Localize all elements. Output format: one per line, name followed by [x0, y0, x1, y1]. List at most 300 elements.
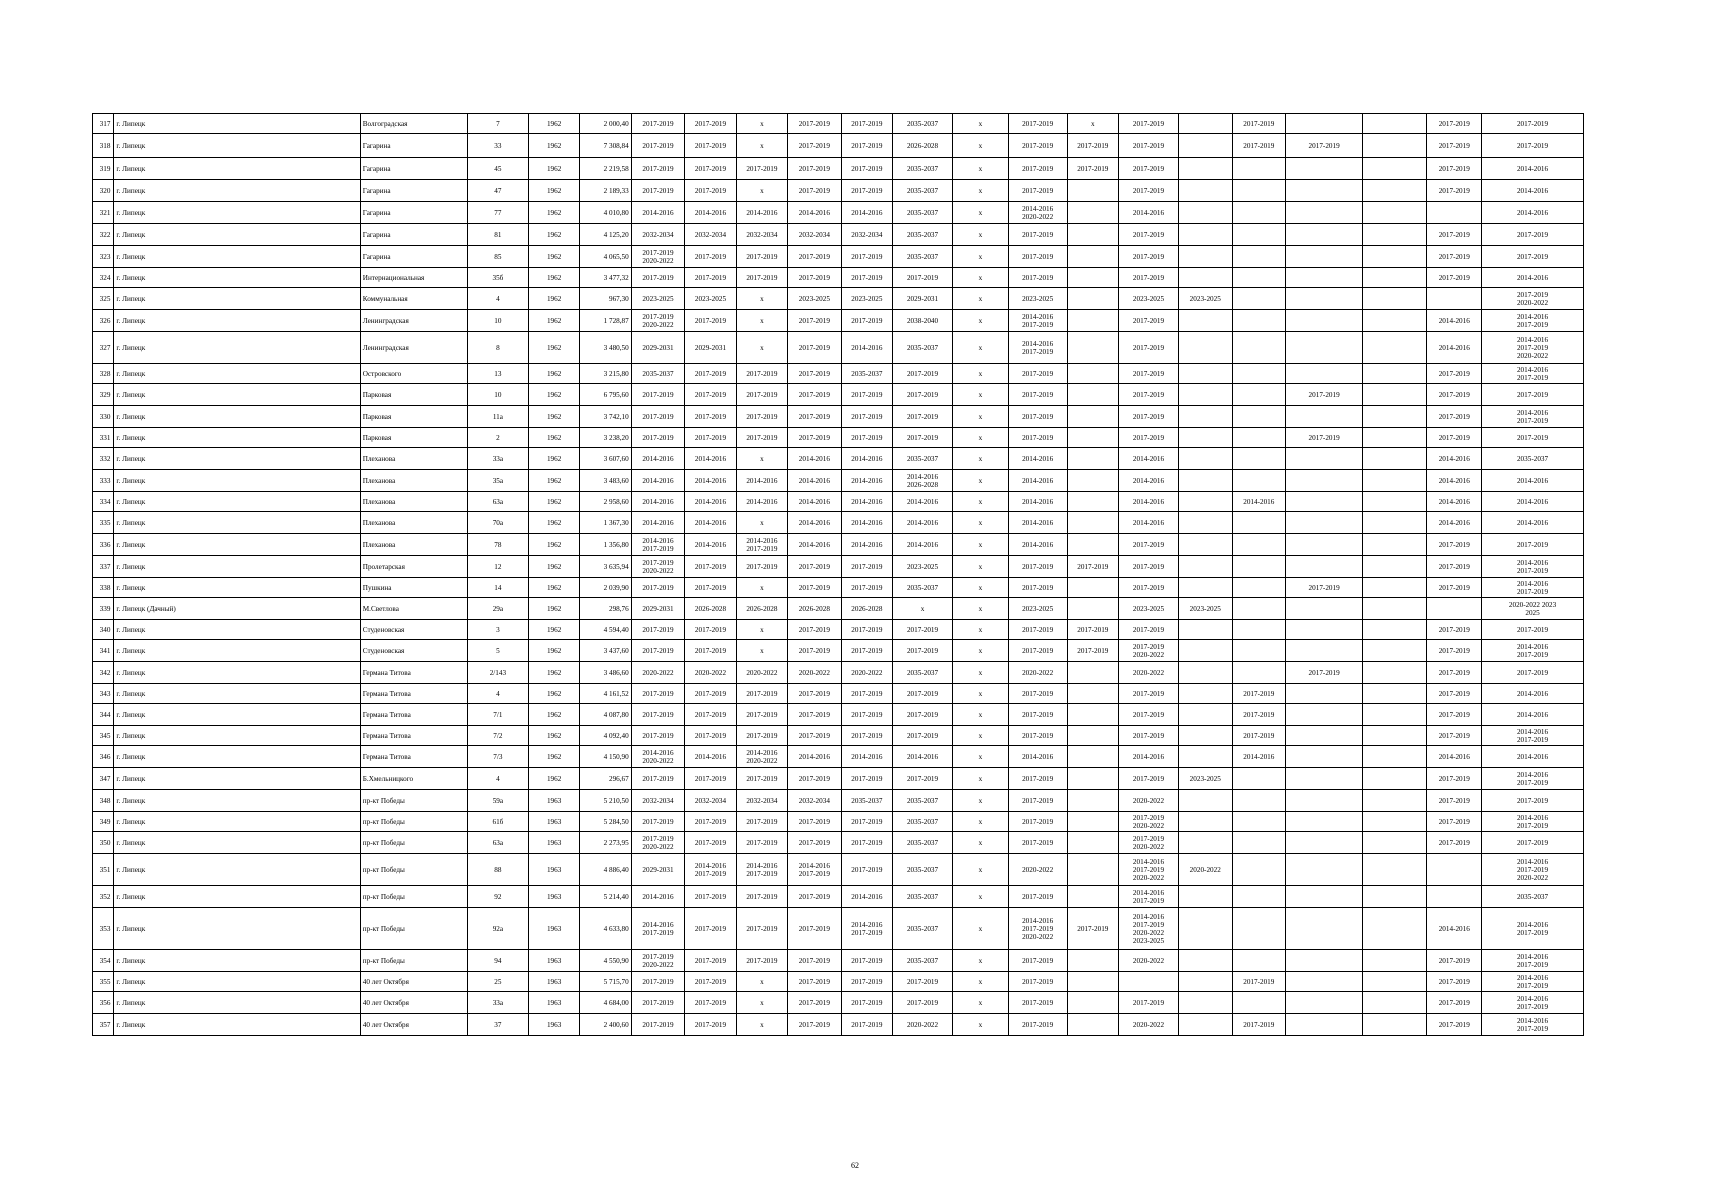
table-cell: 2014-2016 2017-2019: [1482, 406, 1584, 428]
table-cell: 1963: [528, 854, 579, 886]
table-cell: 4: [467, 684, 528, 704]
table-cell: 2017-2019: [1067, 134, 1118, 158]
table-cell: [1067, 310, 1118, 332]
table-cell: [1286, 202, 1363, 224]
table-cell: [1178, 180, 1232, 202]
table-cell: x: [1067, 114, 1118, 134]
table-cell: [1178, 704, 1232, 726]
table-cell: 2014-2016: [631, 202, 685, 224]
table-cell: 2/143: [467, 662, 528, 684]
table-cell: 7: [467, 114, 528, 134]
table-cell: [1427, 854, 1482, 886]
table-cell: 2017-2019: [841, 180, 892, 202]
table-cell: [1363, 384, 1427, 406]
table-cell: [1363, 406, 1427, 428]
table-cell: 2020-2022: [736, 662, 787, 684]
table-cell: 2017-2019: [1008, 556, 1067, 578]
table-cell: 2035-2037: [893, 224, 953, 246]
table-cell: 2017-2019: [1008, 972, 1067, 992]
table-cell: 2017-2019: [1008, 768, 1067, 790]
table-cell: 1963: [528, 886, 579, 908]
table-cell: [1363, 134, 1427, 158]
table-cell: г. Липецк: [114, 202, 360, 224]
table-cell: x: [953, 886, 1009, 908]
table-cell: 2017-2019: [1119, 114, 1179, 134]
table-cell: 2 273,95: [580, 832, 631, 854]
table-cell: [1286, 180, 1363, 202]
table-cell: x: [953, 492, 1009, 512]
table-cell: 2017-2019: [1427, 364, 1482, 384]
table-cell: [1232, 556, 1286, 578]
table-cell: [1067, 534, 1118, 556]
table-cell: 1962: [528, 620, 579, 640]
table-cell: г. Липецк: [114, 812, 360, 832]
table-cell: [1286, 534, 1363, 556]
table-cell: 2017-2019: [1119, 992, 1179, 1014]
table-cell: [1363, 332, 1427, 364]
table-row: [93, 158, 1584, 180]
table-cell: 337: [93, 556, 114, 578]
table-cell: 2017-2019 2020-2022: [631, 310, 685, 332]
table-cell: x: [893, 598, 953, 620]
table-cell: 2017-2019: [631, 180, 685, 202]
table-cell: 2014-2016 2017-2019: [1482, 768, 1584, 790]
table-cell: 2014-2016: [841, 746, 892, 768]
table-cell: x: [736, 448, 787, 470]
table-cell: 25: [467, 972, 528, 992]
table-cell: 351: [93, 854, 114, 886]
table-cell: [1178, 246, 1232, 268]
table-cell: 2020-2022: [631, 662, 685, 684]
table-cell: 2017-2019: [736, 684, 787, 704]
table-cell: 2014-2016: [685, 448, 736, 470]
table-cell: 2017-2019: [631, 620, 685, 640]
table-cell: [1363, 992, 1427, 1014]
table-cell: 2017-2019: [841, 158, 892, 180]
table-cell: [1286, 448, 1363, 470]
table-cell: г. Липецк: [114, 950, 360, 972]
table-cell: пр-кт Победы: [360, 832, 467, 854]
table-cell: 2017-2019: [1427, 790, 1482, 812]
table-cell: 2014-2016: [788, 448, 842, 470]
table-cell: [1363, 556, 1427, 578]
table-cell: 2017-2019 2020-2022: [631, 246, 685, 268]
table-cell: [1178, 134, 1232, 158]
table-cell: 2014-2016 2020-2022: [736, 746, 787, 768]
table-cell: [1232, 288, 1286, 310]
table-cell: 2017-2019: [685, 114, 736, 134]
table-cell: [1067, 832, 1118, 854]
table-cell: [1363, 224, 1427, 246]
table-cell: 1963: [528, 972, 579, 992]
table-cell: 2017-2019 2020-2022: [1119, 832, 1179, 854]
table-cell: [1232, 180, 1286, 202]
table-cell: 2017-2019: [1119, 180, 1179, 202]
table-cell: 348: [93, 790, 114, 812]
table-cell: 2 400,60: [580, 1014, 631, 1036]
table-cell: 2017-2019: [788, 704, 842, 726]
table-cell: 2014-2016 2020-2022: [631, 746, 685, 768]
table-row: [93, 854, 1584, 886]
table-cell: [1232, 310, 1286, 332]
table-cell: x: [953, 832, 1009, 854]
table-cell: 2017-2019: [1482, 620, 1584, 640]
table-cell: 2017-2019: [893, 268, 953, 288]
table-cell: 2014-2016: [1119, 448, 1179, 470]
table-cell: 2017-2019: [631, 684, 685, 704]
table-cell: [1363, 268, 1427, 288]
table-cell: 2017-2019: [1008, 704, 1067, 726]
table-cell: 2017-2019: [893, 684, 953, 704]
table-cell: [1232, 406, 1286, 428]
table-cell: 2017-2019: [685, 1014, 736, 1036]
table-cell: 2023-2025: [788, 288, 842, 310]
table-cell: 2017-2019: [788, 950, 842, 972]
table-cell: [1178, 364, 1232, 384]
table-cell: 1963: [528, 908, 579, 950]
table-cell: 2017-2019: [788, 992, 842, 1014]
table-cell: Германа Титова: [360, 662, 467, 684]
table-cell: x: [736, 640, 787, 662]
table-cell: 298,76: [580, 598, 631, 620]
table-cell: 2014-2016: [788, 470, 842, 492]
table-cell: 5 715,70: [580, 972, 631, 992]
table-cell: 2017-2019: [788, 556, 842, 578]
table-cell: 2017-2019: [631, 640, 685, 662]
table-cell: Гагарина: [360, 180, 467, 202]
table-cell: 2014-2016 2017-2019: [1482, 992, 1584, 1014]
table-cell: x: [953, 202, 1009, 224]
table-cell: 2017-2019: [841, 1014, 892, 1036]
table-cell: 2017-2019: [841, 950, 892, 972]
table-cell: 350: [93, 832, 114, 854]
table-cell: г. Липецк: [114, 134, 360, 158]
table-cell: 40 лет Октября: [360, 972, 467, 992]
table-cell: пр-кт Победы: [360, 790, 467, 812]
table-cell: 2017-2019: [1482, 114, 1584, 134]
table-cell: 2017-2019: [788, 384, 842, 406]
table-cell: 2017-2019: [685, 950, 736, 972]
table-cell: [1363, 364, 1427, 384]
table-cell: 2017-2019 2020-2022: [631, 556, 685, 578]
table-cell: 2035-2037: [841, 790, 892, 812]
table-cell: 2014-2016: [1427, 332, 1482, 364]
table-cell: г. Липецк: [114, 406, 360, 428]
table-cell: 2017-2019: [1427, 620, 1482, 640]
table-cell: 2017-2019: [736, 886, 787, 908]
table-cell: 2035-2037: [893, 790, 953, 812]
table-cell: 1962: [528, 158, 579, 180]
table-cell: [1363, 428, 1427, 448]
table-cell: 2017-2019: [893, 704, 953, 726]
table-cell: [1232, 620, 1286, 640]
table-cell: 2017-2019: [1008, 406, 1067, 428]
table-cell: 3: [467, 620, 528, 640]
table-cell: 2017-2019: [1232, 134, 1286, 158]
table-cell: [1178, 534, 1232, 556]
table-cell: 2017-2019: [788, 246, 842, 268]
table-row: [93, 332, 1584, 364]
table-cell: Гагарина: [360, 134, 467, 158]
table-cell: 2020-2022: [1119, 662, 1179, 684]
table-cell: x: [953, 134, 1009, 158]
table-cell: 2017-2019: [1232, 726, 1286, 746]
table-cell: 2014-2016 2026-2028: [893, 470, 953, 492]
table-cell: 2014-2016 2017-2019 2020-2022: [1482, 332, 1584, 364]
table-cell: x: [736, 512, 787, 534]
table-cell: 2017-2019: [1427, 406, 1482, 428]
table-cell: 2014-2016: [1008, 512, 1067, 534]
table-cell: 2017-2019: [685, 726, 736, 746]
table-cell: 344: [93, 704, 114, 726]
table-cell: 2032-2034: [736, 790, 787, 812]
table-cell: г. Липецк: [114, 534, 360, 556]
table-cell: 2017-2019: [1427, 428, 1482, 448]
table-cell: [1178, 950, 1232, 972]
table-cell: Волгоградская: [360, 114, 467, 134]
table-cell: 2014-2016: [685, 202, 736, 224]
table-cell: 2014-2016 2017-2019: [1482, 640, 1584, 662]
table-cell: г. Липецк: [114, 886, 360, 908]
table-cell: 2017-2019: [736, 704, 787, 726]
table-cell: 2017-2019: [736, 268, 787, 288]
table-cell: 967,30: [580, 288, 631, 310]
table-cell: Гагарина: [360, 246, 467, 268]
table-cell: 2032-2034: [788, 224, 842, 246]
table-cell: 2017-2019: [1427, 556, 1482, 578]
table-cell: 2014-2016: [1008, 492, 1067, 512]
table-cell: [1067, 704, 1118, 726]
table-cell: 2017-2019: [685, 704, 736, 726]
table-cell: [1067, 886, 1118, 908]
table-cell: [1286, 598, 1363, 620]
table-cell: Б.Хмельницкого: [360, 768, 467, 790]
table-cell: [1427, 598, 1482, 620]
table-cell: 2017-2019: [788, 134, 842, 158]
table-cell: 2017-2019: [1427, 726, 1482, 746]
table-cell: 2017-2019: [893, 992, 953, 1014]
table-cell: 2026-2028: [736, 598, 787, 620]
table-cell: 2029-2031: [685, 332, 736, 364]
table-cell: 2017-2019: [1119, 224, 1179, 246]
table-cell: [1363, 578, 1427, 598]
table-cell: [1067, 854, 1118, 886]
table-cell: [1286, 1014, 1363, 1036]
table-cell: 2017-2019: [685, 972, 736, 992]
table-cell: x: [736, 578, 787, 598]
table-cell: 47: [467, 180, 528, 202]
table-cell: Студеновская: [360, 620, 467, 640]
table-cell: 2020-2022: [893, 1014, 953, 1036]
table-cell: 2014-2016: [841, 534, 892, 556]
table-cell: 2017-2019: [1008, 812, 1067, 832]
table-cell: 2014-2016: [788, 492, 842, 512]
table-cell: 2017-2019: [631, 158, 685, 180]
table-cell: 2017-2019: [1119, 768, 1179, 790]
table-cell: [1363, 832, 1427, 854]
table-cell: 2017-2019: [1008, 684, 1067, 704]
table-cell: [1232, 832, 1286, 854]
table-cell: [1427, 202, 1482, 224]
table-cell: 2035-2037: [893, 578, 953, 598]
table-cell: [1178, 470, 1232, 492]
table-cell: 2017-2019: [631, 768, 685, 790]
table-cell: 2014-2016: [1427, 512, 1482, 534]
table-cell: 2017-2019: [1119, 620, 1179, 640]
table-cell: пр-кт Победы: [360, 812, 467, 832]
table-cell: [1178, 832, 1232, 854]
table-cell: 334: [93, 492, 114, 512]
table-cell: 2014-2016: [788, 746, 842, 768]
table-cell: 3 635,94: [580, 556, 631, 578]
table-cell: 2035-2037: [893, 448, 953, 470]
table-cell: 2017-2019: [1427, 224, 1482, 246]
table-cell: Плеханова: [360, 448, 467, 470]
table-cell: x: [953, 406, 1009, 428]
table-cell: 7/1: [467, 704, 528, 726]
table-cell: 2014-2016 2017-2019: [1008, 310, 1067, 332]
table-cell: г. Липецк: [114, 790, 360, 812]
table-cell: 2032-2034: [631, 790, 685, 812]
table-cell: 1962: [528, 310, 579, 332]
table-cell: 3 480,50: [580, 332, 631, 364]
table-cell: 2017-2019: [736, 556, 787, 578]
table-row: [93, 704, 1584, 726]
table-cell: 2017-2019: [1482, 428, 1584, 448]
table-cell: 2017-2019: [685, 992, 736, 1014]
table-cell: [1232, 268, 1286, 288]
table-cell: г. Липецк: [114, 908, 360, 950]
table-cell: 2017-2019: [1427, 812, 1482, 832]
table-cell: 2014-2016: [1482, 158, 1584, 180]
table-cell: [1178, 992, 1232, 1014]
table-cell: [1232, 470, 1286, 492]
table-cell: 321: [93, 202, 114, 224]
table-cell: 2014-2016: [1008, 746, 1067, 768]
table-cell: 1962: [528, 598, 579, 620]
table-cell: 2017-2019: [788, 406, 842, 428]
table-cell: x: [953, 288, 1009, 310]
table-cell: [1363, 246, 1427, 268]
table-cell: [1067, 768, 1118, 790]
table-cell: 1962: [528, 470, 579, 492]
table-cell: 2017-2019 2020-2022: [631, 950, 685, 972]
table-cell: г. Липецк: [114, 640, 360, 662]
table-cell: [1067, 202, 1118, 224]
table-cell: 2014-2016: [631, 492, 685, 512]
table-cell: 2035-2037: [893, 158, 953, 180]
table-cell: 1962: [528, 746, 579, 768]
table-cell: 2014-2016 2017-2019: [1482, 972, 1584, 992]
table-cell: 2017-2019: [788, 620, 842, 640]
table-cell: 330: [93, 406, 114, 428]
table-cell: 2017-2019: [685, 640, 736, 662]
table-cell: 1 728,87: [580, 310, 631, 332]
table-cell: [1178, 268, 1232, 288]
table-cell: 2035-2037: [1482, 448, 1584, 470]
table-cell: 2017-2019: [1482, 790, 1584, 812]
table-cell: 1962: [528, 224, 579, 246]
table-cell: 33: [467, 134, 528, 158]
table-cell: 2014-2016: [841, 202, 892, 224]
table-cell: 2017-2019: [631, 972, 685, 992]
table-row: [93, 578, 1584, 598]
table-cell: 2017-2019: [1008, 790, 1067, 812]
table-cell: 1963: [528, 812, 579, 832]
table-cell: 2017-2019: [893, 972, 953, 992]
table-cell: Плеханова: [360, 534, 467, 556]
table-cell: 2017-2019 2020-2022: [1482, 288, 1584, 310]
table-cell: 2023-2025: [631, 288, 685, 310]
table-cell: [1363, 768, 1427, 790]
table-cell: 2014-2016: [1482, 492, 1584, 512]
table-cell: [1232, 662, 1286, 684]
table-cell: 2017-2019: [1008, 620, 1067, 640]
table-cell: 2014-2016: [1427, 492, 1482, 512]
table-cell: 324: [93, 268, 114, 288]
table-cell: 2014-2016: [685, 534, 736, 556]
table-cell: 2017-2019: [685, 246, 736, 268]
table-cell: 5 284,50: [580, 812, 631, 832]
table-cell: 2014-2016: [631, 886, 685, 908]
table-cell: г. Липецк: [114, 1014, 360, 1036]
table-row: [93, 310, 1584, 332]
table-row: [93, 598, 1584, 620]
table-cell: [1232, 384, 1286, 406]
table-cell: [1178, 512, 1232, 534]
table-cell: [1067, 992, 1118, 1014]
table-cell: 2017-2019: [631, 268, 685, 288]
table-cell: 2017-2019: [841, 992, 892, 1014]
table-cell: 2017-2019: [1008, 1014, 1067, 1036]
table-cell: 2017-2019: [1427, 662, 1482, 684]
table-cell: x: [953, 158, 1009, 180]
table-cell: г. Липецк: [114, 578, 360, 598]
table-cell: г. Липецк: [114, 972, 360, 992]
table-cell: 2026-2028: [893, 134, 953, 158]
table-cell: [1286, 268, 1363, 288]
table-cell: 2017-2019: [631, 578, 685, 598]
table-cell: 3 437,60: [580, 640, 631, 662]
table-cell: 2023-2025: [685, 288, 736, 310]
table-cell: 2017-2019: [788, 1014, 842, 1036]
table-cell: [1232, 640, 1286, 662]
table-cell: [1286, 640, 1363, 662]
table-cell: 2017-2019: [841, 134, 892, 158]
table-cell: [1286, 492, 1363, 512]
table-cell: 2017-2019: [685, 684, 736, 704]
table-cell: 11а: [467, 406, 528, 428]
table-cell: [1178, 640, 1232, 662]
table-cell: пр-кт Победы: [360, 854, 467, 886]
table-cell: 2014-2016: [893, 492, 953, 512]
table-cell: 2017-2019: [788, 158, 842, 180]
table-cell: 2017-2019: [893, 406, 953, 428]
table-cell: [1363, 684, 1427, 704]
table-cell: г. Липецк: [114, 746, 360, 768]
table-cell: [1286, 288, 1363, 310]
table-cell: 2017-2019: [841, 640, 892, 662]
table-cell: 85: [467, 246, 528, 268]
table-cell: 2017-2019: [841, 620, 892, 640]
table-cell: 45: [467, 158, 528, 180]
table-cell: 3 215,80: [580, 364, 631, 384]
table-cell: 2017-2019: [1427, 268, 1482, 288]
table-cell: [1067, 428, 1118, 448]
table-cell: 2014-2016: [1008, 470, 1067, 492]
table-cell: 2017-2019: [1119, 534, 1179, 556]
table-cell: 2017-2019: [1008, 726, 1067, 746]
